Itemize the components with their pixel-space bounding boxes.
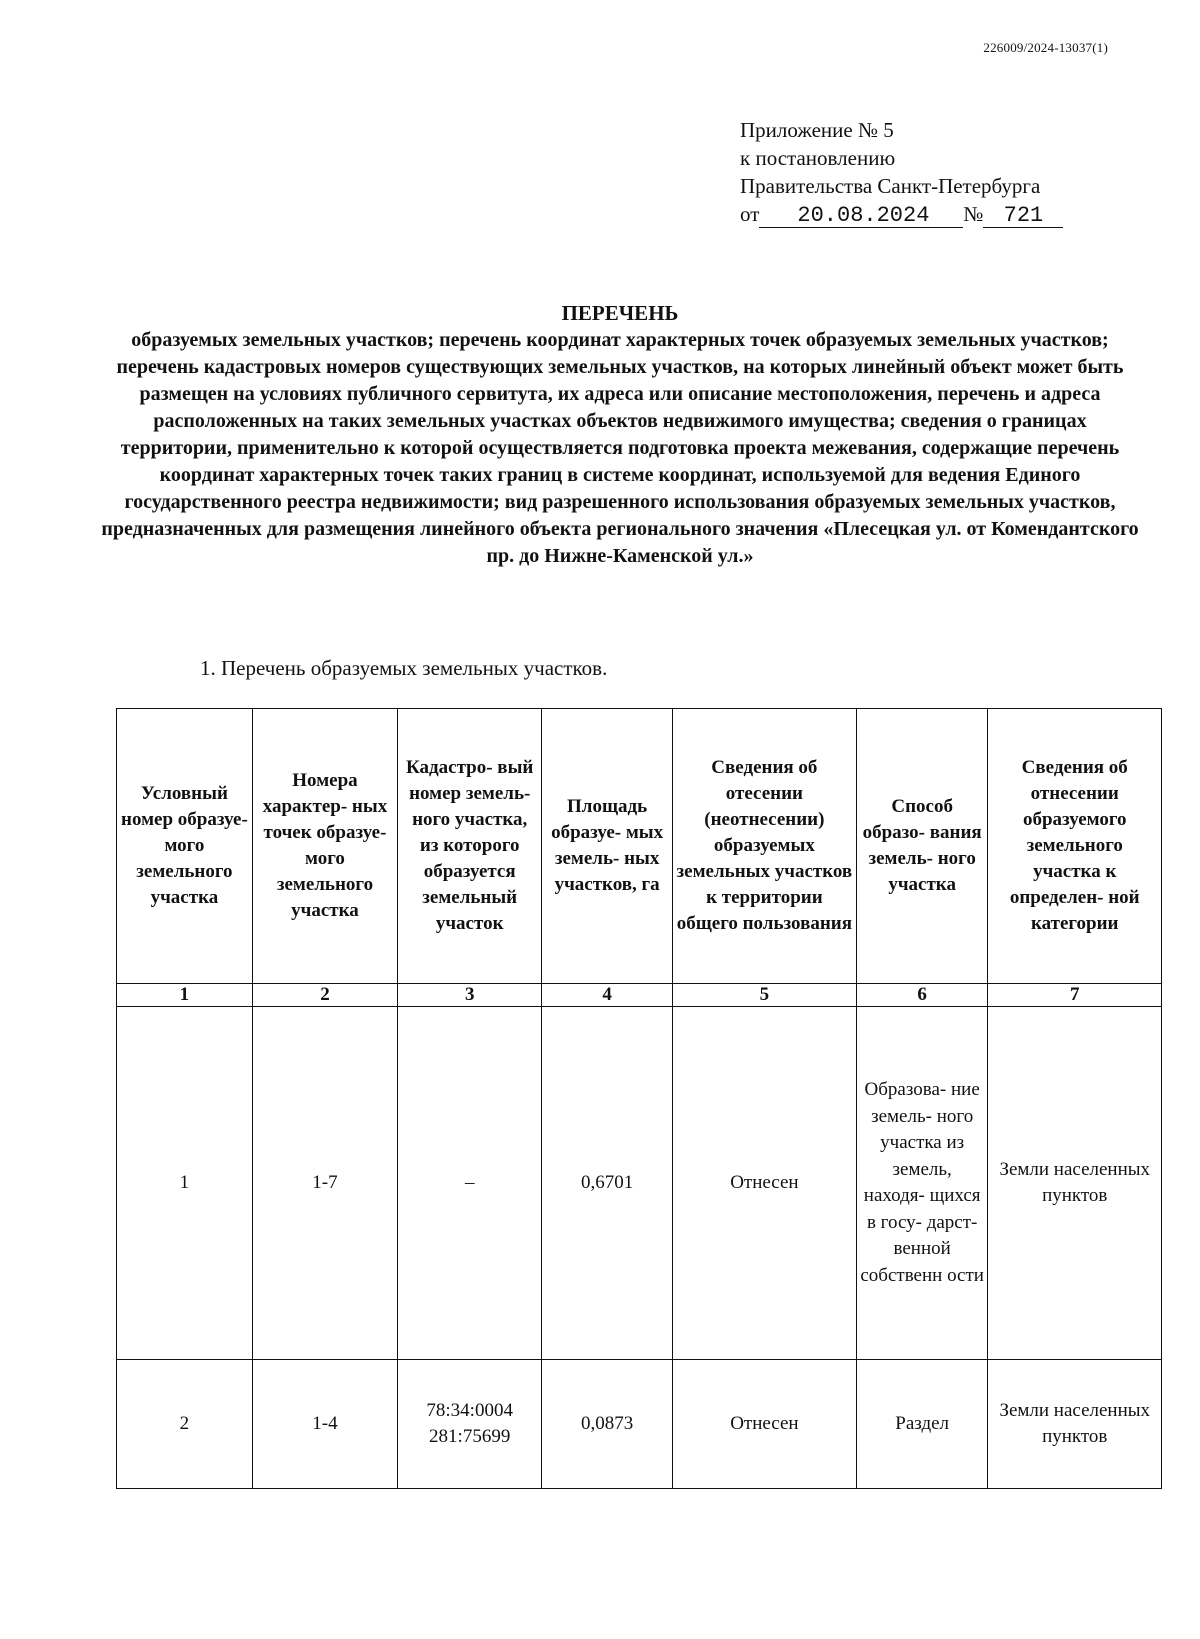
column-number: 7 — [988, 984, 1162, 1007]
title-heading: ПЕРЕЧЕНЬ — [561, 301, 679, 325]
table-row — [117, 1007, 1162, 1360]
decree-date: 20.08.2024 — [759, 205, 963, 228]
column-number: 6 — [856, 984, 988, 1007]
plot-area: 0,0873 — [542, 1360, 673, 1489]
from-label: от — [740, 202, 760, 226]
number-label: № — [963, 202, 984, 226]
header-cell: Условный номер образуе- мого земельного участка — [117, 709, 253, 984]
decree-number: 721 — [983, 205, 1063, 228]
header-cell: Способ образо- вания земель- ного участка — [856, 709, 988, 984]
column-number: 1 — [117, 984, 253, 1007]
column-number: 2 — [252, 984, 397, 1007]
plot-area: 0,6701 — [542, 1007, 673, 1360]
header-cell: Кадастро- вый номер земель- ного участка, из которого образуется земельный участок — [398, 709, 542, 984]
title-text: образуемых земельных участков; перечень координат характерных точек образуемых земельных участков; перечень кадастровых номеров существующих земельных участков, на которых линейный объект может быть размещен на условиях публичного сервитута, их адреса или описание местоположения, перечень и адреса расположенных на таких земельных участках объектов недвижимого имущества; сведения о границах территории, применительно к которой осуществляется подготовка проекта межевания, содержащие перечень координат характерных точек таких границ в системе координат, используемой для ведения Единого государственного реестра недвижимости; вид разрешенного использования образуемых земельных участков, предназначенных для размещения линейного объекта регионального значения «Плесецкая ул. от Комендантского пр. до Нижне-Каменской ул.» — [101, 329, 1139, 567]
plot-cadastral: 78:34:0004 281:75699 — [398, 1360, 542, 1489]
document-registration-number: 226009/2024-13037(1) — [983, 40, 1108, 55]
plot-category: Земли населенных пунктов — [988, 1360, 1162, 1489]
table-row — [117, 1360, 1162, 1489]
plot-public-use: Отнесен — [672, 1360, 856, 1489]
appendix-line-3: Правительства Санкт-Петербурга — [740, 174, 1041, 198]
header-cell: Сведения об отнесении образуемого земельного участка к определен- ной категории — [988, 709, 1162, 984]
plot-points: 1-4 — [252, 1360, 397, 1489]
header-cell: Номера характер- ных точек образуе- мого земельного участка — [252, 709, 397, 984]
header-cell: Площадь образуе- мых земель- ных участков, га — [542, 709, 673, 984]
appendix-date-line — [740, 200, 1063, 228]
plot-method: Раздел — [856, 1360, 988, 1489]
plot-category: Земли населенных пунктов — [988, 1007, 1162, 1360]
column-number: 5 — [672, 984, 856, 1007]
column-number: 4 — [542, 984, 673, 1007]
plot-cadastral: – — [398, 1007, 542, 1360]
plot-method: Образова- ние земель- ного участка из земель, находя- щихся в госу- дарст- венной собственн ости — [856, 1007, 988, 1360]
appendix-line-1: Приложение № 5 — [740, 118, 894, 142]
appendix-block — [740, 116, 1063, 228]
land-plots-table — [116, 708, 1162, 1489]
plot-id: 2 — [117, 1360, 253, 1489]
header-cell: Сведения об отесении (неотнесении) образуемых земельных участков к территории общего пользования — [672, 709, 856, 984]
column-number-row — [117, 984, 1162, 1007]
section-title: 1. Перечень образуемых земельных участков. — [200, 656, 608, 680]
table-header-row — [117, 709, 1162, 984]
column-number: 3 — [398, 984, 542, 1007]
document-title — [100, 300, 1140, 570]
plot-id: 1 — [117, 1007, 253, 1360]
plot-points: 1-7 — [252, 1007, 397, 1360]
appendix-line-2: к постановлению — [740, 146, 896, 170]
plot-public-use: Отнесен — [672, 1007, 856, 1360]
